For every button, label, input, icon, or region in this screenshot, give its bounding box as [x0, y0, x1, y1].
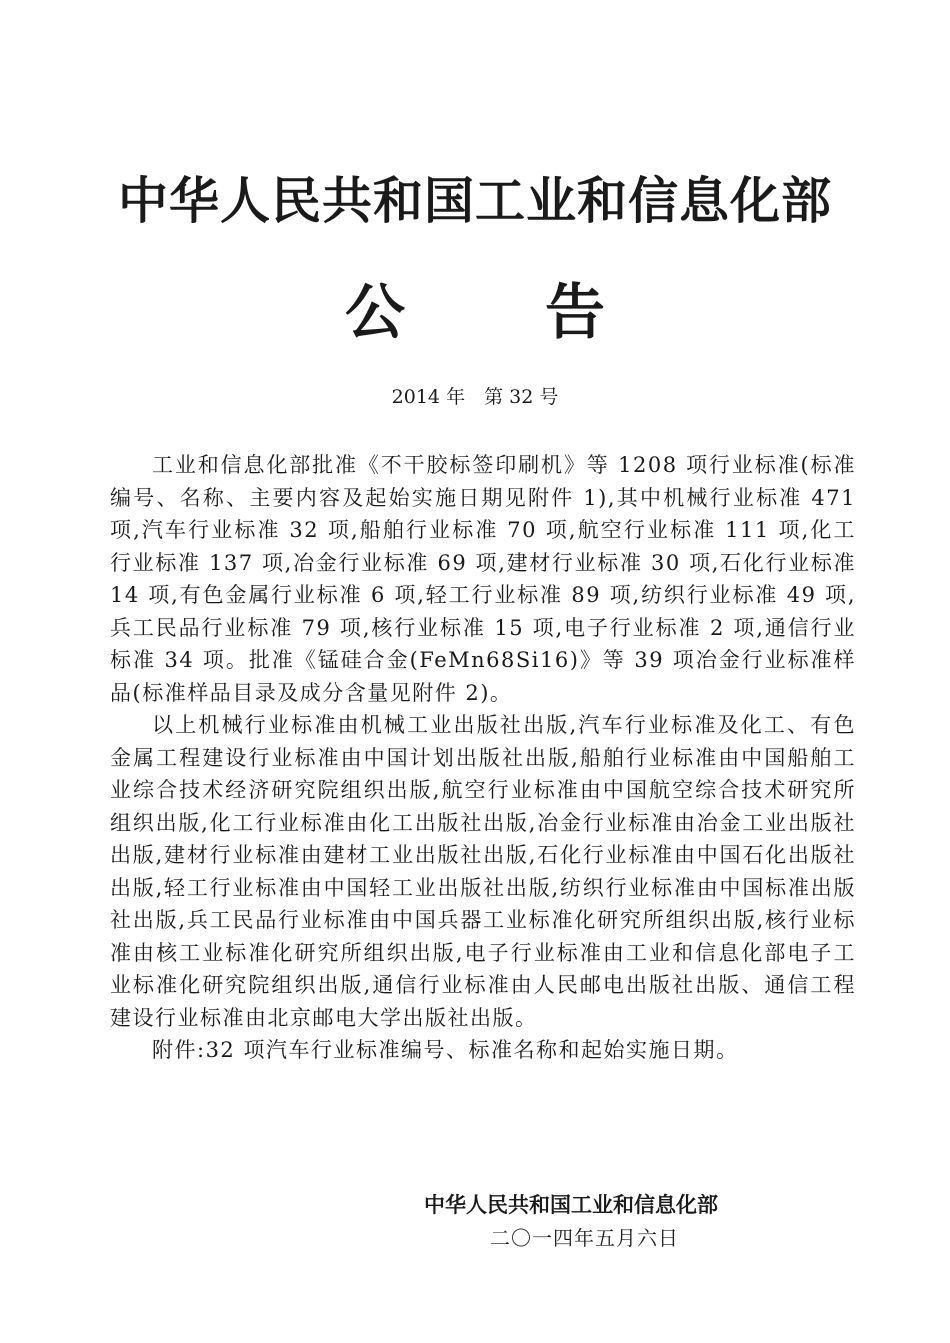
paragraph-publishers: 以上机械行业标准由机械工业出版社出版,汽车行业标准及化工、有色金属工程建设行业标准由中国计划出版社出版,船舶行业标准由中国船舶工业综合技术经济研究院组织出版,航空行业标准由中国航空综合技术研究所组织出版,化工行业标准由化工出版社出版,冶金行业标准由冶金工业出版社出版,建材行业标准由建材工业出版社出版,石化行业标准由中国石化出版社出版,轻工行业标准由中国轻工业出版社出版,纺织行业标准由中国标准出版社出版,兵工民品行业标准由中国兵器工业标准化研究所组织出版,核行业标准由核工业标准化研究所组织出版,电子行业标准由工业和信息化部电子工业标准化研究院组织出版,通信行业标准由人民邮电出版社出版、通信工程建设行业标准由北京邮电大学出版社出版。: [110, 713, 856, 1030]
issuer-heading: 中华人民共和国工业和信息化部: [118, 172, 832, 230]
signature-block: [424, 1189, 784, 1255]
paragraph-attachment: 附件:32 项汽车行业标准编号、标准名称和起始实施日期。: [152, 1038, 739, 1062]
document-title: 公告: [345, 278, 745, 348]
document-number: 2014 年 第 32 号: [391, 386, 559, 408]
announcement-body: [110, 449, 856, 1067]
signature-organization: 中华人民共和国工业和信息化部: [424, 1193, 718, 1217]
paragraph-approval: 工业和信息化部批准《不干胶标签印刷机》等 1208 项行业标准(标准编号、名称、主要内容及起始实施日期见附件 1),其中机械行业标准 471 项,汽车行业标准 32 项,船舶行业标准 70 项,航空行业标准 111 项,化工行业标准 137 项,冶金行业标准 69 项,建材行业标准 30 项,石化行业标准 14 项,有色金属行业标准 6 项,轻工行业标准 89 项,纺织行业标准 49 项,兵工民品行业标准 79 项,核行业标准 15 项,电子行业标准 2 项,通信行业标准 34 项。批准《锰硅合金(FeMn68Si16)》等 39 项冶金行业标准样品(标准样品目录及成分含量见附件 2)。: [110, 453, 856, 705]
signature-date: 二〇一四年五月六日: [490, 1226, 679, 1250]
